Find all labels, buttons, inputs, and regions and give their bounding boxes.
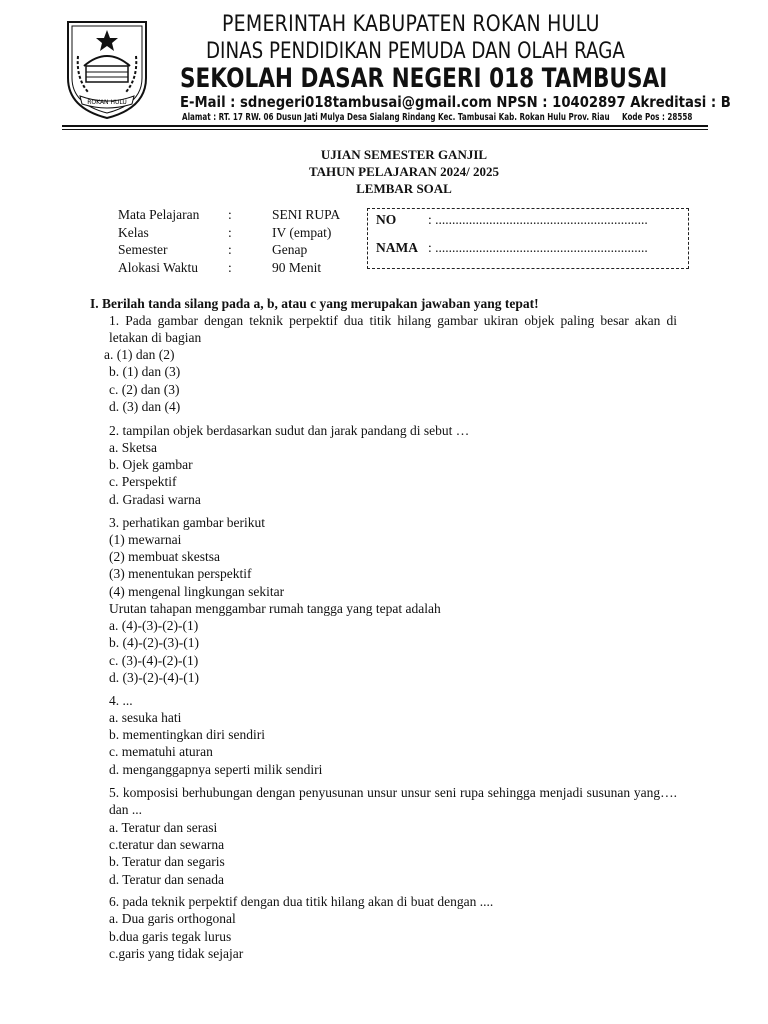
student-number-field[interactable]: [376, 212, 648, 228]
letterhead-postcode: Kode Pos : 28558: [622, 112, 693, 123]
section-heading: I. Berilah tanda silang pada a, b, atau c yang merupakan jawaban yang tepat!: [90, 296, 539, 311]
info-label: Mata Pelajaran: [118, 207, 200, 222]
letterhead-contact: E-Mail : sdnegeri018tambusai@gmail.com NPSN : 10402897 Akreditasi : B: [180, 93, 731, 111]
option: c.teratur dan sewarna: [109, 837, 225, 852]
option: d. menganggapnya seperti milik sendiri: [109, 762, 323, 777]
student-number-label: NO: [376, 212, 397, 227]
letterhead: [62, 12, 731, 126]
option: a. Dua garis orthogonal: [109, 911, 236, 926]
option: b. Ojek gambar: [109, 457, 193, 472]
option: a. Sketsa: [109, 440, 157, 455]
letterhead-rule-thick: [62, 125, 708, 127]
info-value: IV (empat): [272, 224, 332, 240]
info-label: Semester: [118, 242, 168, 257]
letterhead-school-name: SEKOLAH DASAR NEGERI 018 TAMBUSAI: [180, 63, 668, 94]
question-3-item: (2) membuat skestsa: [109, 549, 220, 564]
exam-year: TAHUN PELAJARAN 2024/ 2025: [308, 164, 500, 179]
student-name-dots: : ...............................................................: [428, 240, 648, 255]
option: c. Perspektif: [109, 474, 177, 489]
option: c.garis yang tidak sejajar: [109, 946, 244, 961]
option: d. Gradasi warna: [109, 492, 201, 507]
letterhead-line-2: DINAS PENDIDIKAN PEMUDA DAN OLAH RAGA: [206, 39, 625, 64]
letterhead-line-1: PEMERINTAH KABUPATEN ROKAN HULU: [222, 12, 600, 37]
info-separator: :: [228, 259, 232, 275]
info-separator: :: [228, 224, 232, 240]
student-name-field[interactable]: [376, 240, 648, 256]
option: a. (4)-(3)-(2)-(1): [109, 618, 199, 633]
info-value: Genap: [272, 242, 308, 257]
svg-text:ROKAN HULU: ROKAN HULU: [87, 99, 127, 106]
question-3-item: (4) mengenal lingkungan sekitar: [109, 584, 285, 599]
info-separator: :: [228, 207, 232, 222]
option: c. mematuhi aturan: [109, 744, 213, 759]
letterhead-address: Alamat : RT. 17 RW. 06 Dusun Jati Mulya Desa Sialang Rindang Kec. Tambusai Kab. Rokan Hulu Prov. Riau: [182, 112, 610, 123]
option: c. (2) dan (3): [109, 382, 180, 397]
question-6: 6. pada teknik perpektif dengan dua titik hilang akan di buat dengan ....: [109, 894, 494, 909]
question-1: 1. Pada gambar dengan teknik perpektif dua titik hilang gambar ukiran objek paling besar akan di letakan di bagian: [109, 313, 677, 345]
question-3: 3. perhatikan gambar berikut: [109, 515, 265, 530]
option: b. mementingkan diri sendiri: [109, 727, 265, 742]
option: b.dua garis tegak lurus: [109, 929, 232, 944]
option: a. (1) dan (2): [104, 347, 175, 362]
option: d. (3) dan (4): [109, 399, 181, 414]
option: a. sesuka hati: [109, 710, 182, 725]
exam-sheet-label: LEMBAR SOAL: [356, 181, 452, 196]
question-3-prompt: Urutan tahapan menggambar rumah tangga yang tepat adalah: [109, 601, 441, 616]
student-identity-box: [367, 208, 689, 269]
info-label: Alokasi Waktu: [118, 259, 199, 275]
question-5: 5. komposisi berhubungan dengan penyusunan unsur unsur seni rupa sehingga menjadi susunan yang…. dan ...: [109, 785, 677, 817]
student-number-dots: : ...............................................................: [428, 212, 648, 227]
question-3-item: (3) menentukan perspektif: [109, 566, 252, 581]
option: d. (3)-(2)-(4)-(1): [109, 670, 199, 685]
option: b. (1) dan (3): [109, 364, 181, 379]
option: a. Teratur dan serasi: [109, 820, 218, 835]
option: d. Teratur dan senada: [109, 872, 225, 887]
question-2: 2. tampilan objek berdasarkan sudut dan jarak pandang di sebut …: [109, 423, 470, 438]
letterhead-rule-thin: [62, 129, 708, 130]
info-value: SENI RUPA: [272, 207, 341, 222]
exam-title: UJIAN SEMESTER GANJIL: [320, 147, 488, 162]
option: c. (3)-(4)-(2)-(1): [109, 653, 199, 668]
rokan-hulu-logo-icon: [62, 16, 152, 120]
student-name-label: NAMA: [376, 240, 418, 255]
question-4: 4. ...: [109, 693, 133, 708]
info-label: Kelas: [118, 224, 149, 240]
info-separator: :: [228, 242, 232, 257]
option: b. Teratur dan segaris: [109, 854, 225, 869]
option: b. (4)-(2)-(3)-(1): [109, 635, 199, 650]
info-value: 90 Menit: [272, 259, 322, 275]
question-3-item: (1) mewarnai: [109, 532, 182, 547]
